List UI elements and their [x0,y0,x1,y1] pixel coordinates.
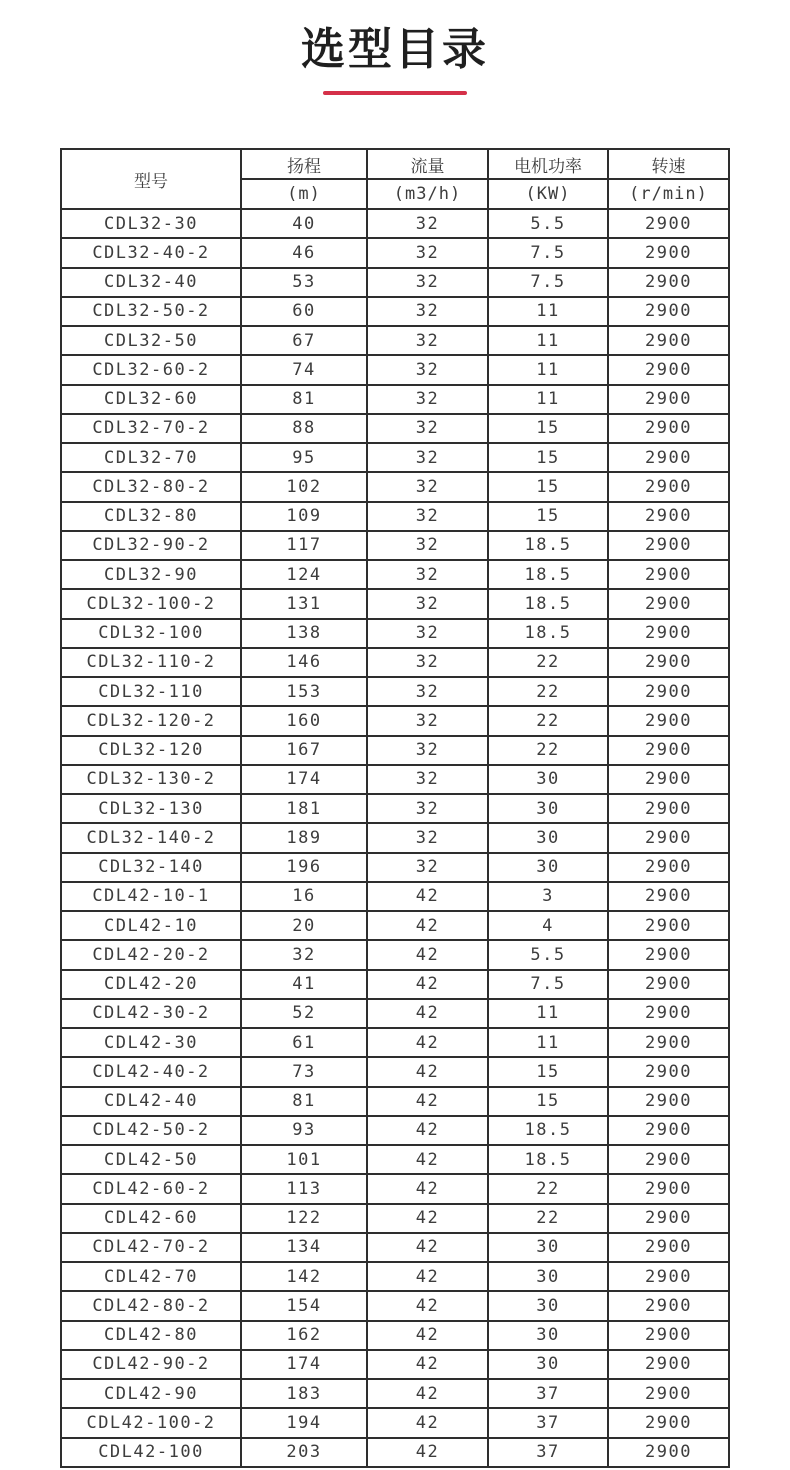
cell-flow: 32 [367,502,488,531]
cell-power: 22 [488,706,608,735]
cell-flow: 42 [367,1408,488,1437]
cell-head: 183 [241,1379,367,1408]
cell-speed: 2900 [608,502,729,531]
cell-speed: 2900 [608,823,729,852]
cell-model: CDL42-70-2 [61,1233,241,1262]
cell-power: 30 [488,823,608,852]
table-row [61,1057,729,1086]
cell-head: 81 [241,1087,367,1116]
cell-model: CDL32-40 [61,268,241,297]
cell-flow: 42 [367,1204,488,1233]
cell-model: CDL42-80-2 [61,1291,241,1320]
cell-flow: 42 [367,999,488,1028]
cell-speed: 2900 [608,1174,729,1203]
table-row [61,268,729,297]
cell-head: 174 [241,765,367,794]
cell-power: 15 [488,414,608,443]
cell-model: CDL42-10 [61,911,241,940]
cell-power: 30 [488,1262,608,1291]
cell-power: 5.5 [488,209,608,238]
cell-head: 16 [241,882,367,911]
cell-flow: 32 [367,209,488,238]
cell-speed: 2900 [608,911,729,940]
cell-speed: 2900 [608,999,729,1028]
table-header [61,149,729,209]
cell-power: 18.5 [488,560,608,589]
cell-model: CDL32-30 [61,209,241,238]
cell-flow: 32 [367,589,488,618]
cell-flow: 32 [367,823,488,852]
cell-model: CDL42-30-2 [61,999,241,1028]
table-row [61,589,729,618]
cell-flow: 32 [367,531,488,560]
cell-speed: 2900 [608,970,729,999]
cell-model: CDL42-90-2 [61,1350,241,1379]
cell-flow: 42 [367,1087,488,1116]
cell-head: 134 [241,1233,367,1262]
cell-model: CDL32-80 [61,502,241,531]
cell-flow: 32 [367,706,488,735]
cell-speed: 2900 [608,1233,729,1262]
cell-flow: 42 [367,1291,488,1320]
cell-head: 46 [241,238,367,267]
table-row [61,414,729,443]
cell-model: CDL32-120 [61,736,241,765]
cell-power: 15 [488,1087,608,1116]
table-row [61,794,729,823]
title-underline-rule [323,91,467,95]
table-row [61,238,729,267]
table-row [61,1291,729,1320]
cell-speed: 2900 [608,1438,729,1467]
cell-model: CDL32-70 [61,443,241,472]
cell-power: 11 [488,355,608,384]
cell-flow: 42 [367,1379,488,1408]
cell-speed: 2900 [608,1262,729,1291]
cell-speed: 2900 [608,1321,729,1350]
cell-flow: 32 [367,619,488,648]
cell-head: 41 [241,970,367,999]
cell-head: 142 [241,1262,367,1291]
cell-power: 18.5 [488,1116,608,1145]
cell-model: CDL42-40-2 [61,1057,241,1086]
cell-head: 124 [241,560,367,589]
cell-flow: 32 [367,794,488,823]
cell-model: CDL42-60 [61,1204,241,1233]
cell-model: CDL32-40-2 [61,238,241,267]
cell-model: CDL32-100-2 [61,589,241,618]
cell-power: 3 [488,882,608,911]
cell-model: CDL32-110 [61,677,241,706]
cell-model: CDL32-100 [61,619,241,648]
page-title: 选型目录 [301,24,489,75]
cell-model: CDL42-30 [61,1028,241,1057]
cell-model: CDL32-50 [61,326,241,355]
table-body [61,209,729,1467]
table-row [61,1204,729,1233]
table-row [61,531,729,560]
table-row [61,1438,729,1467]
cell-speed: 2900 [608,619,729,648]
cell-flow: 32 [367,648,488,677]
cell-speed: 2900 [608,238,729,267]
cell-model: CDL42-50-2 [61,1116,241,1145]
cell-flow: 32 [367,414,488,443]
table-row [61,1087,729,1116]
cell-head: 146 [241,648,367,677]
cell-flow: 42 [367,1321,488,1350]
cell-speed: 2900 [608,1204,729,1233]
cell-power: 37 [488,1408,608,1437]
table-row [61,385,729,414]
cell-model: CDL42-20 [61,970,241,999]
cell-power: 11 [488,297,608,326]
cell-power: 22 [488,648,608,677]
table-row [61,619,729,648]
cell-speed: 2900 [608,385,729,414]
cell-speed: 2900 [608,326,729,355]
cell-flow: 32 [367,443,488,472]
cell-power: 30 [488,765,608,794]
table-row [61,940,729,969]
cell-power: 7.5 [488,238,608,267]
cell-power: 30 [488,1350,608,1379]
cell-head: 162 [241,1321,367,1350]
cell-speed: 2900 [608,736,729,765]
cell-power: 18.5 [488,1145,608,1174]
cell-model: CDL42-10-1 [61,882,241,911]
cell-flow: 42 [367,1174,488,1203]
cell-model: CDL32-140 [61,853,241,882]
cell-head: 102 [241,472,367,501]
cell-flow: 32 [367,238,488,267]
cell-flow: 32 [367,326,488,355]
cell-power: 5.5 [488,940,608,969]
cell-model: CDL32-60 [61,385,241,414]
table-row [61,706,729,735]
cell-power: 15 [488,472,608,501]
cell-model: CDL32-80-2 [61,472,241,501]
cell-speed: 2900 [608,1350,729,1379]
cell-head: 160 [241,706,367,735]
cell-head: 194 [241,1408,367,1437]
cell-flow: 42 [367,1262,488,1291]
table-row [61,1233,729,1262]
cell-model: CDL42-100-2 [61,1408,241,1437]
cell-head: 52 [241,999,367,1028]
cell-power: 7.5 [488,970,608,999]
cell-power: 37 [488,1438,608,1467]
cell-head: 131 [241,589,367,618]
cell-power: 18.5 [488,531,608,560]
cell-model: CDL32-140-2 [61,823,241,852]
cell-model: CDL42-40 [61,1087,241,1116]
cell-speed: 2900 [608,1057,729,1086]
cell-flow: 32 [367,472,488,501]
table-row [61,765,729,794]
table-row [61,999,729,1028]
cell-flow: 42 [367,1057,488,1086]
table-row [61,1321,729,1350]
cell-model: CDL32-90 [61,560,241,589]
table-row [61,648,729,677]
cell-head: 181 [241,794,367,823]
cell-head: 138 [241,619,367,648]
cell-model: CDL32-110-2 [61,648,241,677]
cell-head: 32 [241,940,367,969]
cell-flow: 32 [367,268,488,297]
cell-speed: 2900 [608,209,729,238]
table-row [61,1379,729,1408]
table-row [61,502,729,531]
cell-power: 30 [488,1321,608,1350]
table-row [61,443,729,472]
cell-speed: 2900 [608,268,729,297]
cell-speed: 2900 [608,589,729,618]
col-header-power: 电机功率 [488,149,608,179]
cell-model: CDL32-130-2 [61,765,241,794]
cell-speed: 2900 [608,297,729,326]
cell-speed: 2900 [608,472,729,501]
cell-power: 30 [488,1233,608,1262]
table-row [61,472,729,501]
cell-flow: 42 [367,1145,488,1174]
cell-power: 15 [488,1057,608,1086]
table-row [61,1145,729,1174]
cell-flow: 32 [367,560,488,589]
cell-speed: 2900 [608,1116,729,1145]
cell-speed: 2900 [608,1408,729,1437]
cell-speed: 2900 [608,1291,729,1320]
cell-flow: 32 [367,355,488,384]
cell-head: 93 [241,1116,367,1145]
table-row [61,1028,729,1057]
table-row [61,1350,729,1379]
table-row [61,297,729,326]
cell-model: CDL42-90 [61,1379,241,1408]
cell-model: CDL42-70 [61,1262,241,1291]
cell-flow: 32 [367,736,488,765]
col-unit-power: (KW) [488,179,608,209]
cell-speed: 2900 [608,1087,729,1116]
table-row [61,1116,729,1145]
cell-speed: 2900 [608,1028,729,1057]
cell-speed: 2900 [608,853,729,882]
cell-flow: 32 [367,677,488,706]
cell-flow: 42 [367,1233,488,1262]
cell-speed: 2900 [608,1379,729,1408]
cell-head: 154 [241,1291,367,1320]
cell-speed: 2900 [608,648,729,677]
col-header-head: 扬程 [241,149,367,179]
table-row [61,209,729,238]
cell-model: CDL42-50 [61,1145,241,1174]
cell-model: CDL42-100 [61,1438,241,1467]
cell-flow: 42 [367,882,488,911]
table-row [61,326,729,355]
cell-speed: 2900 [608,1145,729,1174]
cell-head: 40 [241,209,367,238]
cell-speed: 2900 [608,560,729,589]
cell-flow: 42 [367,940,488,969]
cell-power: 7.5 [488,268,608,297]
cell-power: 30 [488,794,608,823]
cell-flow: 42 [367,1028,488,1057]
cell-power: 22 [488,677,608,706]
cell-speed: 2900 [608,677,729,706]
cell-head: 109 [241,502,367,531]
col-unit-flow: (m3/h) [367,179,488,209]
cell-flow: 32 [367,853,488,882]
cell-head: 122 [241,1204,367,1233]
pump-selection-table [60,148,730,1468]
cell-flow: 32 [367,385,488,414]
cell-head: 74 [241,355,367,384]
cell-speed: 2900 [608,765,729,794]
cell-head: 167 [241,736,367,765]
cell-flow: 42 [367,1350,488,1379]
cell-speed: 2900 [608,443,729,472]
cell-flow: 42 [367,1438,488,1467]
cell-head: 101 [241,1145,367,1174]
table-row [61,882,729,911]
cell-power: 11 [488,1028,608,1057]
table-row [61,677,729,706]
col-header-flow: 流量 [367,149,488,179]
cell-power: 11 [488,326,608,355]
cell-power: 15 [488,443,608,472]
col-unit-head: (m) [241,179,367,209]
cell-model: CDL32-120-2 [61,706,241,735]
cell-head: 67 [241,326,367,355]
cell-power: 37 [488,1379,608,1408]
cell-power: 15 [488,502,608,531]
cell-model: CDL32-60-2 [61,355,241,384]
cell-speed: 2900 [608,882,729,911]
cell-power: 18.5 [488,619,608,648]
cell-model: CDL32-50-2 [61,297,241,326]
cell-model: CDL42-60-2 [61,1174,241,1203]
cell-speed: 2900 [608,531,729,560]
cell-power: 22 [488,1174,608,1203]
table-row [61,355,729,384]
cell-head: 153 [241,677,367,706]
cell-model: CDL32-70-2 [61,414,241,443]
cell-power: 30 [488,853,608,882]
cell-power: 22 [488,1204,608,1233]
cell-head: 20 [241,911,367,940]
cell-head: 174 [241,1350,367,1379]
cell-power: 22 [488,736,608,765]
cell-head: 81 [241,385,367,414]
cell-head: 53 [241,268,367,297]
table-row [61,970,729,999]
cell-head: 117 [241,531,367,560]
cell-flow: 42 [367,970,488,999]
table-row [61,736,729,765]
cell-flow: 42 [367,911,488,940]
table-row [61,1408,729,1437]
table-row [61,1174,729,1203]
cell-speed: 2900 [608,706,729,735]
col-unit-speed: (r/min) [608,179,729,209]
cell-head: 88 [241,414,367,443]
cell-head: 189 [241,823,367,852]
cell-power: 4 [488,911,608,940]
cell-head: 73 [241,1057,367,1086]
cell-power: 18.5 [488,589,608,618]
table-row [61,823,729,852]
cell-speed: 2900 [608,940,729,969]
cell-flow: 32 [367,765,488,794]
cell-head: 203 [241,1438,367,1467]
cell-speed: 2900 [608,355,729,384]
table-row [61,560,729,589]
cell-model: CDL42-20-2 [61,940,241,969]
cell-power: 30 [488,1291,608,1320]
cell-speed: 2900 [608,414,729,443]
cell-model: CDL42-80 [61,1321,241,1350]
cell-head: 113 [241,1174,367,1203]
cell-model: CDL32-90-2 [61,531,241,560]
cell-head: 196 [241,853,367,882]
cell-power: 11 [488,999,608,1028]
cell-power: 11 [488,385,608,414]
table-row [61,911,729,940]
cell-model: CDL32-130 [61,794,241,823]
cell-head: 61 [241,1028,367,1057]
cell-head: 60 [241,297,367,326]
cell-speed: 2900 [608,794,729,823]
cell-flow: 42 [367,1116,488,1145]
cell-head: 95 [241,443,367,472]
table-row [61,1262,729,1291]
col-header-model: 型号 [61,149,241,209]
cell-flow: 32 [367,297,488,326]
table-row [61,853,729,882]
col-header-speed: 转速 [608,149,729,179]
